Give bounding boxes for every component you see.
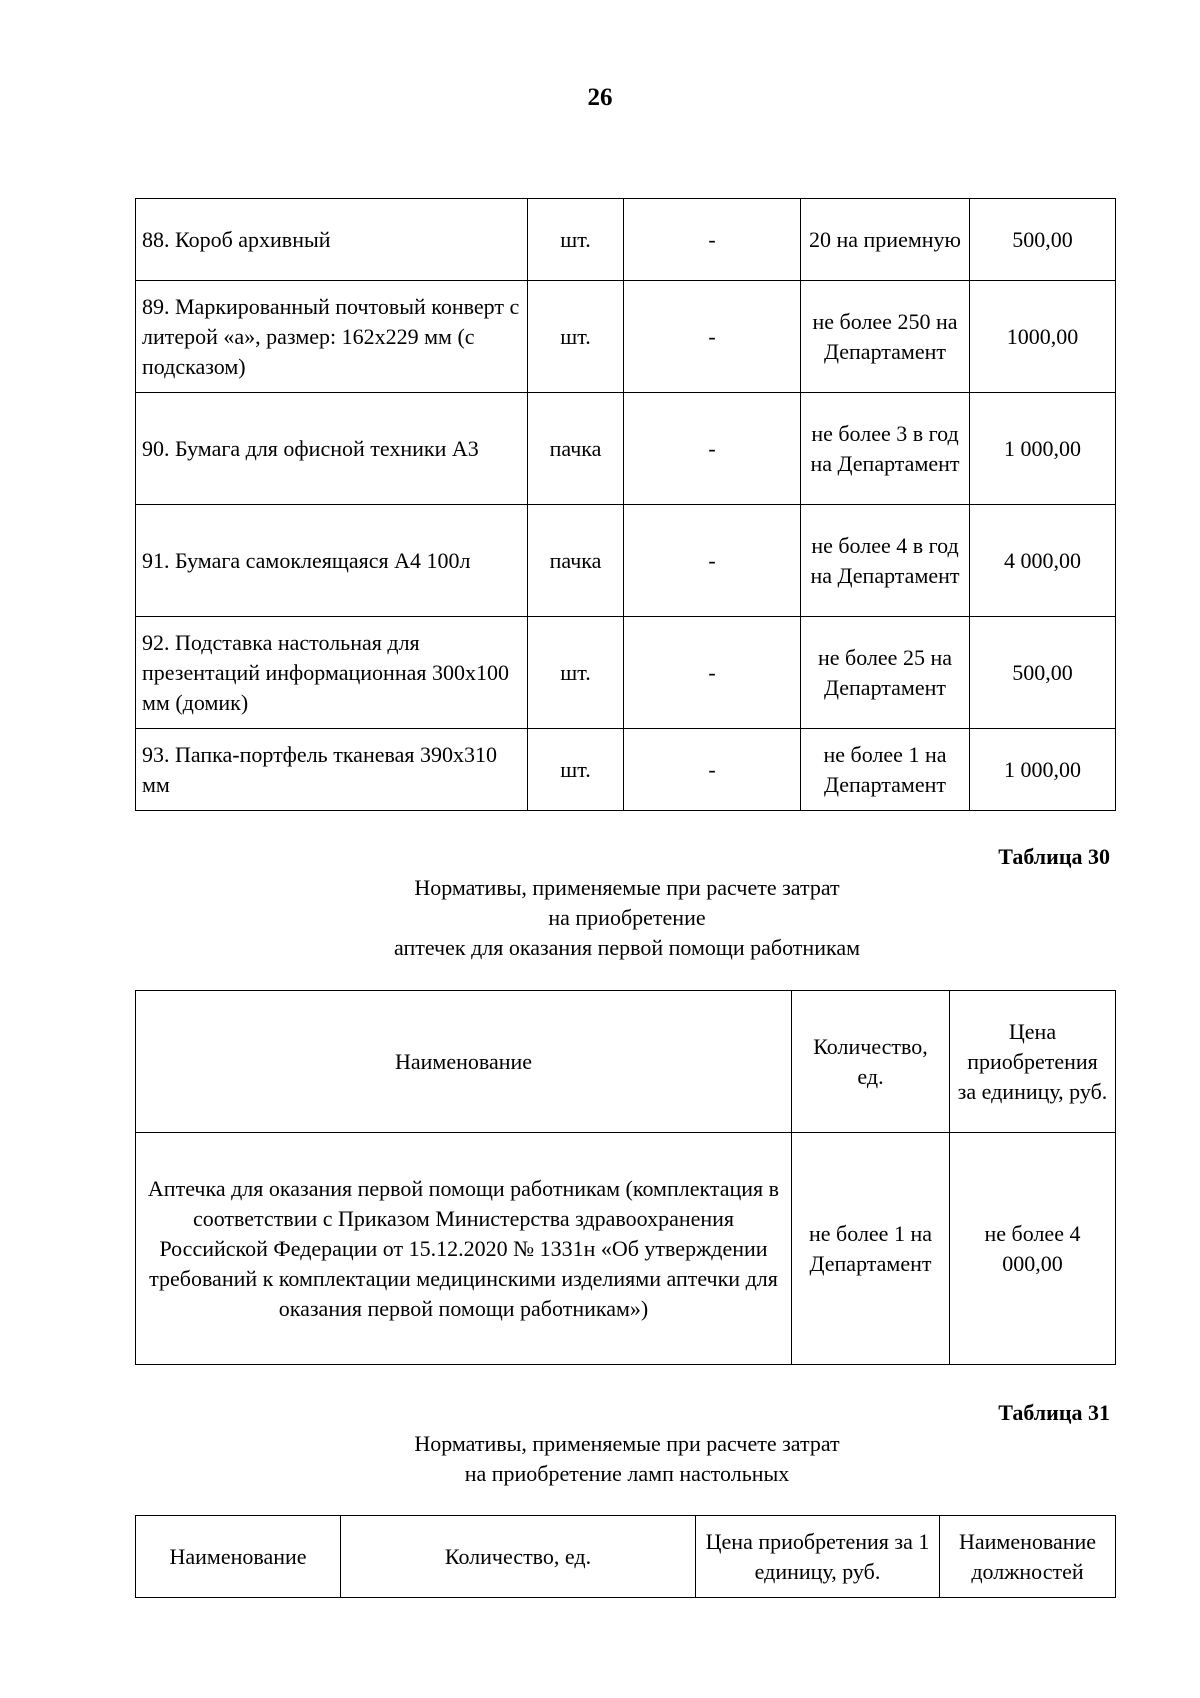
table-row [136, 199, 1116, 281]
item-name: 93. Папка-портфель тканевая 390х310 мм [136, 729, 528, 811]
item-unit: пачка [528, 505, 624, 617]
item-name: 89. Маркированный почтовый конверт с литерой «а», размер: 162х229 мм (с подсказом) [136, 281, 528, 393]
table-31-caption-line: на приобретение ламп настольных [464, 1461, 790, 1486]
item-quantity: не более 4 в год на Департамент [801, 505, 970, 617]
item-name: 88. Короб архивный [136, 199, 528, 281]
item-price: 500,00 [970, 199, 1116, 281]
item-quantity: не более 25 на Департамент [801, 617, 970, 729]
table-30-label: Таблица 30 [998, 844, 1110, 869]
item-name: Аптечка для оказания первой помощи работникам (комплектация в соответствии с Приказом Министерства здравоохранения Российской Федерации от 15.12.2020 № 1331н «Об утверждении требований к комплектации медицинскими изделиями аптечки для оказания первой помощи работникам») [136, 1133, 792, 1365]
first-aid-kit-table [135, 990, 1116, 1365]
table-row [136, 617, 1116, 729]
table-row [136, 1133, 1116, 1365]
item-price: 1 000,00 [970, 729, 1116, 811]
header-price: Цена приобретения за 1 единицу, руб. [696, 1516, 940, 1598]
header-quantity: Количество, ед. [341, 1516, 696, 1598]
item-empty-value: - [624, 281, 801, 393]
item-price: 1000,00 [970, 281, 1116, 393]
item-unit: шт. [528, 281, 624, 393]
item-empty-value: - [624, 393, 801, 505]
page-number: 26 [587, 84, 613, 111]
table-row [136, 393, 1116, 505]
table-31-label: Таблица 31 [998, 1400, 1110, 1425]
table-row [136, 505, 1116, 617]
table-row [136, 281, 1116, 393]
table-31-caption-line: Нормативы, применяемые при расчете затрат [414, 1431, 840, 1456]
item-name: 90. Бумага для офисной техники А3 [136, 393, 528, 505]
header-positions: Наименование должностей [940, 1516, 1116, 1598]
item-price: 4 000,00 [970, 505, 1116, 617]
item-price: 500,00 [970, 617, 1116, 729]
supplies-table-continued [135, 198, 1116, 811]
item-name: 91. Бумага самоклеящаяся А4 100л [136, 505, 528, 617]
item-unit: шт. [528, 729, 624, 811]
table-row [136, 729, 1116, 811]
item-unit: пачка [528, 393, 624, 505]
item-empty-value: - [624, 505, 801, 617]
header-name: Наименование [136, 1516, 341, 1598]
table-30-caption-line: Нормативы, применяемые при расчете затрат [414, 875, 840, 900]
item-quantity: не более 1 на Департамент [801, 729, 970, 811]
item-empty-value: - [624, 199, 801, 281]
item-quantity: 20 на приемную [801, 199, 970, 281]
table-header-row [136, 1516, 1116, 1598]
desk-lamps-table [135, 1515, 1116, 1598]
table-header-row [136, 991, 1116, 1133]
item-quantity: не более 3 в год на Департамент [801, 393, 970, 505]
item-name: 92. Подставка настольная для презентаций информационная 300х100 мм (домик) [136, 617, 528, 729]
item-empty-value: - [624, 729, 801, 811]
table-30-caption-line: аптечек для оказания первой помощи работникам [393, 935, 861, 960]
item-quantity: не более 250 на Департамент [801, 281, 970, 393]
header-name: Наименование [136, 991, 792, 1133]
header-price: Цена приобретения за единицу, руб. [950, 991, 1116, 1133]
item-price: не более 4 000,00 [950, 1133, 1116, 1365]
item-unit: шт. [528, 199, 624, 281]
item-empty-value: - [624, 617, 801, 729]
item-unit: шт. [528, 617, 624, 729]
header-quantity: Количество, ед. [792, 991, 950, 1133]
item-price: 1 000,00 [970, 393, 1116, 505]
item-quantity: не более 1 на Департамент [792, 1133, 950, 1365]
table-30-caption-line: на приобретение [548, 905, 706, 930]
